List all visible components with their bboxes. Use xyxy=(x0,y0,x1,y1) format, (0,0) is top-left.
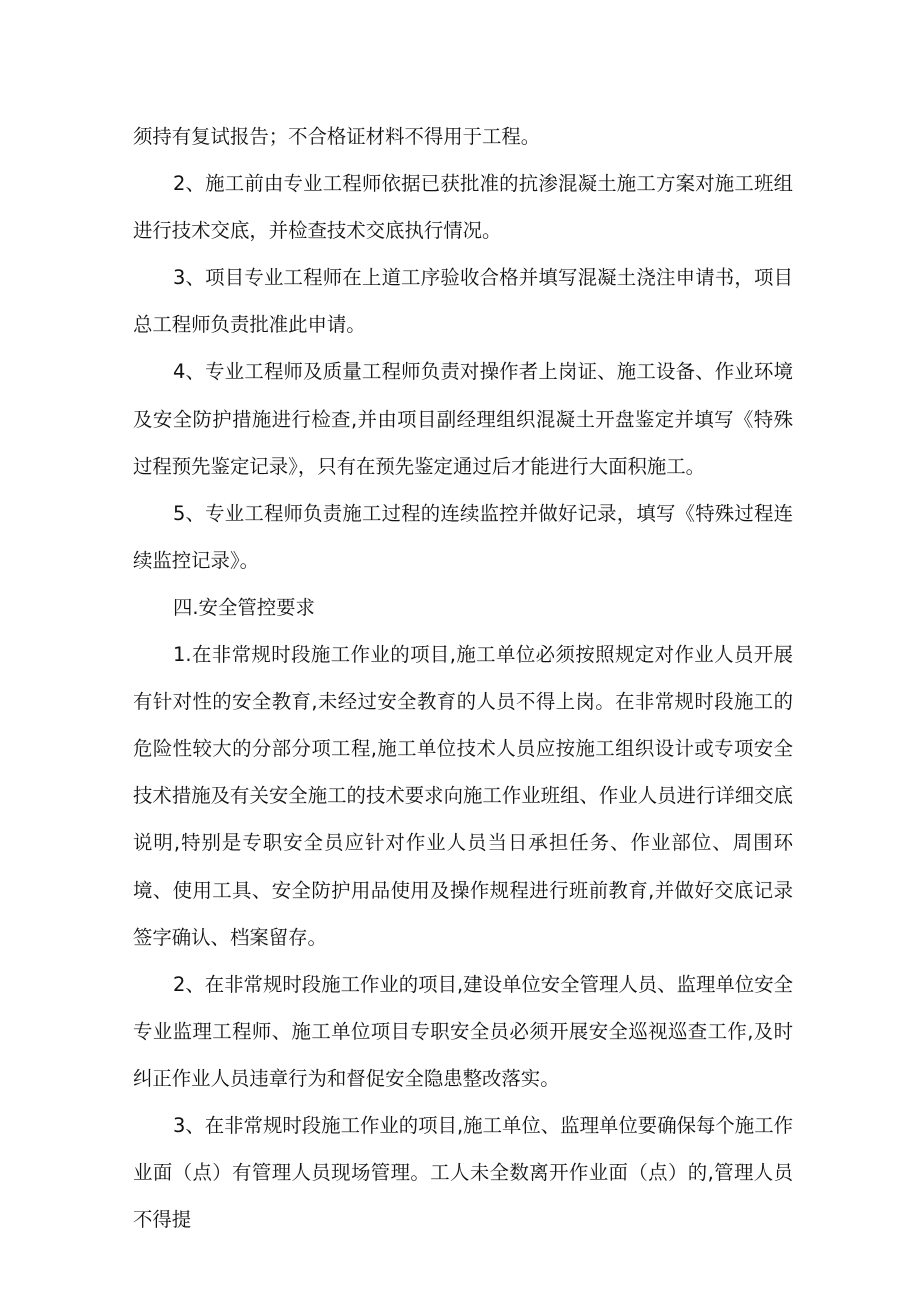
document-body xyxy=(133,113,793,1243)
paragraph-item-3: 3、项目专业工程师在上道工序验收合格并填写混凝土浇注申请书，项目总工程师负责批准此申请。 xyxy=(133,266,793,337)
safety-item-3: 3、在非常规时段施工作业的项目,施工单位、监理单位要确保每个施工作业面（点）有管理人员现场管理。工人未全数离开作业面（点）的,管理人员不得提 xyxy=(133,1113,793,1232)
paragraph-item-2: 2、施工前由专业工程师依据已获批准的抗渗混凝土施工方案对施工班组进行技术交底，并检查技术交底执行情况。 xyxy=(133,172,793,243)
safety-item-2: 2、在非常规时段施工作业的项目,建设单位安全管理人员、监理单位安全专业监理工程师、施工单位项目专职安全员必须开展安全巡视巡查工作,及时纠正作业人员违章行为和督促安全隐患整改落实。 xyxy=(133,972,793,1090)
paragraph-item-5: 5、专业工程师负责施工过程的连续监控并做好记录，填写《特殊过程连续监控记录》。 xyxy=(133,501,793,572)
section-heading: 四.安全管控要求 xyxy=(173,595,315,619)
safety-item-1: 1.在非常规时段施工作业的项目,施工单位必须按照规定对作业人员开展有针对性的安全教育,未经过安全教育的人员不得上岗。在非常规时段施工的危险性较大的分部分项工程,施工单位技术人员应按施工组织设计或专项安全技术措施及有关安全施工的技术要求向施工作业班组、作业人员进行详细交底说明,特别是专职安全员应针对作业人员当日承担任务、作业部位、周围环境、使用工具、安全防护用品使用及操作规程进行班前教育,并做好交底记录签字确认、档案留存。 xyxy=(133,643,793,949)
paragraph-continuation: 须持有复试报告；不合格证材料不得用于工程。 xyxy=(133,125,541,148)
paragraph-item-4: 4、专业工程师及质量工程师负责对操作者上岗证、施工设备、作业环境及安全防护措施进行检查,并由项目副经理组织混凝土开盘鉴定并填写《特殊过程预先鉴定记录》，只有在预先鉴定通过后才能进行大面积施工。 xyxy=(133,360,793,478)
